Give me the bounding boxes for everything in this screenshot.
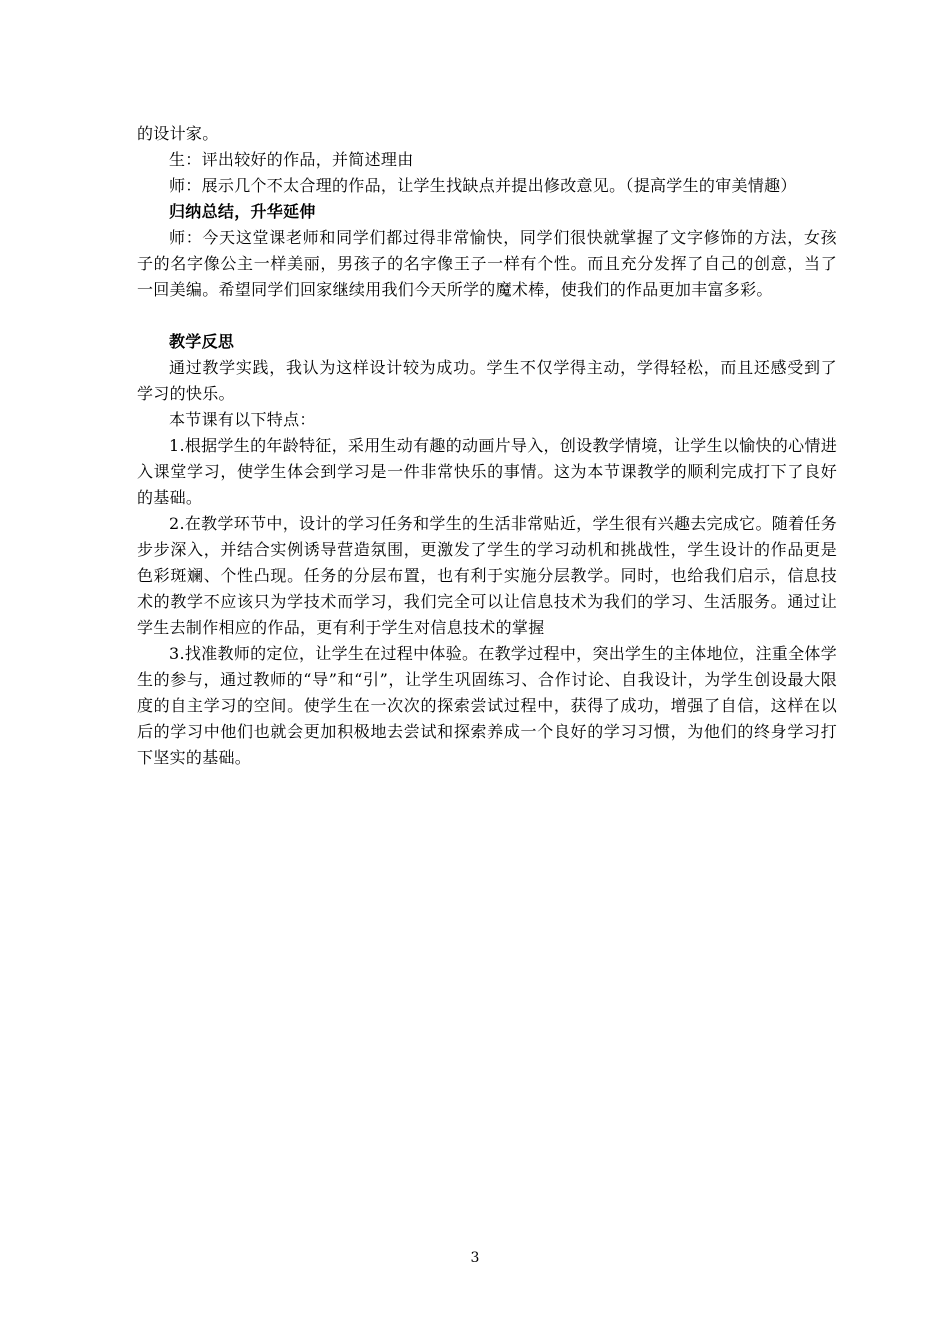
paragraph-3: 师：展示几个不太合理的作品，让学生找缺点并提出修改意见。（提高学生的审美情趣）: [169, 176, 797, 195]
paragraph-2: 生：评出较好的作品，并简述理由: [169, 150, 414, 169]
blank-line: [137, 303, 837, 329]
page-number: 3: [470, 1250, 480, 1266]
list-item-1: 1.根据学生的年龄特征，采用生动有趣的动画片导入，创设教学情境，让学生以愉快的心情进入课堂学习，使学生体会到学习是一件非常快乐的事情。这为本节课教学的顺利完成打下了良好的基础。: [137, 436, 837, 507]
list-item-3: 3.找准教师的定位，让学生在过程中体验。在教学过程中，突出学生的主体地位，注重全体学生的参与，通过教师的“导”和“引”，让学生巩固练习、合作讨论、自我设计，为学生创设最大限度的自主学习的空间。使学生在一次次的探索尝试过程中，获得了成功，增强了自信，这样在以后的学习中他们也就会更加积极地去尝试和探索养成一个良好的学习习惯，为他们的终身学习打下坚实的基础。: [137, 644, 837, 767]
document-body: [137, 121, 837, 771]
paragraph-5: 通过教学实践，我认为这样设计较为成功。学生不仅学得主动，学得轻松，而且还感受到了学习的快乐。: [137, 358, 837, 403]
paragraph-4: 师：今天这堂课老师和同学们都过得非常愉快，同学们很快就掌握了文字修饰的方法，女孩子的名字像公主一样美丽，男孩子的名字像王子一样有个性。而且充分发挥了自己的创意，当了一回美编。希望同学们回家继续用我们今天所学的魔术棒，使我们的作品更加丰富多彩。: [137, 228, 837, 299]
section-heading-reflection: 教学反思: [169, 332, 235, 351]
paragraph-6: 本节课有以下特点：: [169, 410, 316, 429]
paragraph-1: 的设计家。: [137, 124, 219, 143]
section-heading-summary: 归纳总结，升华延伸: [169, 202, 316, 221]
list-item-2: 2.在教学环节中，设计的学习任务和学生的生活非常贴近，学生很有兴趣去完成它。随着任务步步深入，并结合实例诱导营造氛围，更激发了学生的学习动机和挑战性，学生设计的作品更是色彩斑斓、个性凸现。任务的分层布置，也有利于实施分层教学。同时，也给我们启示，信息技术的教学不应该只为学技术而学习，我们完全可以让信息技术为我们的学习、生活服务。通过让学生去制作相应的作品，更有利于学生对信息技术的掌握: [137, 514, 837, 637]
